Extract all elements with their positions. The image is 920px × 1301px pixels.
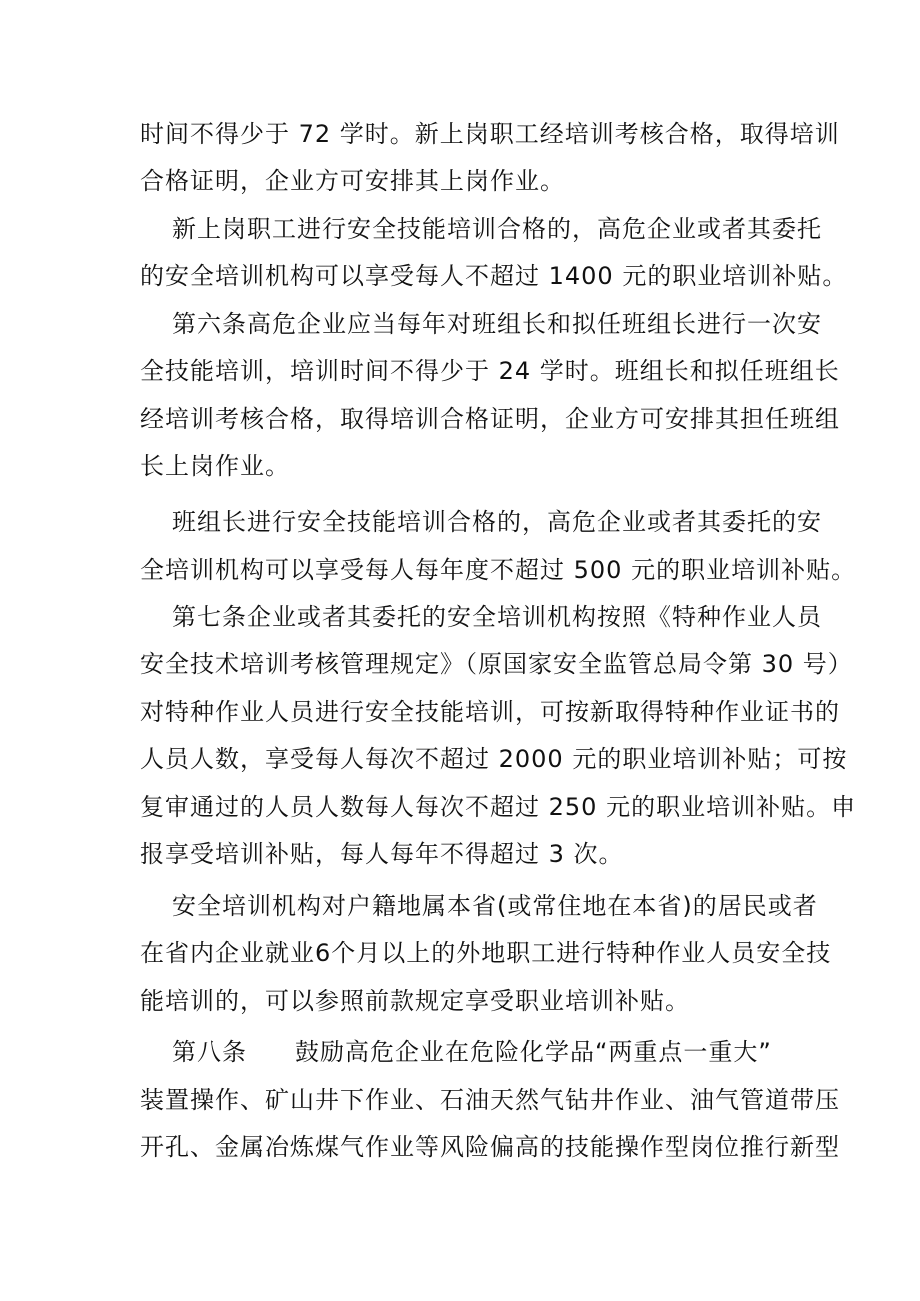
text-line: 全技能培训，培训时间不得少于 24 学时。班组长和拟任班组长	[140, 357, 840, 385]
text-line: 安全技术培训考核管理规定》（原国家安全监管总局令第 30 号）	[140, 650, 853, 678]
text-line: 的安全培训机构可以享受每人不超过 1400 元的职业培训补贴。	[140, 262, 848, 290]
text-line: 时间不得少于 72 学时。新上岗职工经培训考核合格，取得培训	[140, 120, 840, 148]
text-line: 新上岗职工进行安全技能培训合格的，高危企业或者其委托	[172, 215, 822, 243]
text-line: 报享受培训补贴，每人每年不得超过 3 次。	[140, 840, 624, 868]
text-line: 鼓励高危企业在危险化学品“两重点一重大”	[295, 1038, 772, 1066]
text-line: 长上岗作业。	[140, 452, 290, 480]
text-line: 对特种作业人员进行安全技能培训，可按新取得特种作业证书的	[140, 698, 840, 726]
article-8-first-line	[172, 1034, 772, 1070]
text-line: 复审通过的人员人数每人每次不超过 250 元的职业培训补贴。申	[140, 793, 857, 821]
text-line: 开孔、金属冶炼煤气作业等风险偏高的技能操作型岗位推行新型	[140, 1133, 840, 1161]
text-line: 第六条高危企业应当每年对班组长和拟任班组长进行一次安	[172, 310, 822, 338]
text-line: 装置操作、矿山井下作业、石油天然气钻井作业、油气管道带压	[140, 1086, 840, 1114]
text-line: 安全培训机构对户籍地属本省(或常住地在本省)的居民或者	[172, 892, 818, 920]
text-line: 能培训的，可以参照前款规定享受职业培训补贴。	[140, 987, 690, 1015]
text-line: 经培训考核合格，取得培训合格证明，企业方可安排其担任班组	[140, 405, 840, 433]
text-line: 合格证明，企业方可安排其上岗作业。	[140, 167, 565, 195]
text-line: 在省内企业就业6个月以上的外地职工进行特种作业人员安全技	[140, 939, 832, 967]
text-line: 全培训机构可以享受每人每年度不超过 500 元的职业培训补贴。	[140, 556, 857, 584]
text-line: 班组长进行安全技能培训合格的，高危企业或者其委托的安	[172, 508, 822, 536]
article-label: 第八条	[172, 1038, 247, 1066]
text-line: 第七条企业或者其委托的安全培训机构按照《特种作业人员	[172, 603, 822, 631]
text-line: 人员人数，享受每人每次不超过 2000 元的职业培训补贴；可按	[140, 745, 848, 773]
